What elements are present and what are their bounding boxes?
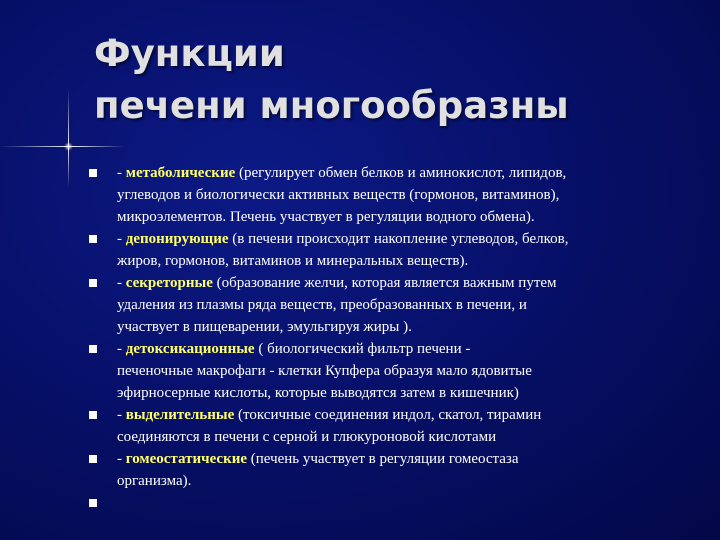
- liver-functions-list: [89, 162, 689, 514]
- function-description: (регулирует обмен белков и аминокислот, липидов,: [235, 165, 567, 181]
- square-bullet-icon: [89, 169, 97, 177]
- square-bullet-icon: [89, 499, 97, 507]
- function-description: микроэлементов. Печень участвует в регуляции водного обмена).: [117, 209, 535, 225]
- square-bullet-icon: [89, 235, 97, 243]
- slide-title-line-1: Функции: [94, 32, 285, 75]
- function-text-line: [117, 162, 689, 184]
- function-text-line: [117, 338, 689, 360]
- item-dash: -: [117, 451, 126, 467]
- function-description: ( биологический фильтр печени -: [254, 341, 471, 357]
- function-text-line: [117, 470, 689, 492]
- function-text-line: [117, 228, 689, 250]
- function-description: (в печени происходит накопление углеводов, белков,: [228, 231, 569, 247]
- decorative-vertical-line: [68, 88, 69, 188]
- function-list-item: [89, 162, 689, 228]
- function-description: организма).: [117, 473, 192, 489]
- function-text-line: [117, 184, 689, 206]
- function-term: детоксикационные: [125, 341, 255, 357]
- square-bullet-icon: [89, 411, 97, 419]
- function-text-line: [117, 206, 689, 228]
- function-list-item: [89, 228, 689, 272]
- item-dash: -: [117, 341, 126, 357]
- function-list-item: [89, 492, 689, 514]
- function-term: гомеостатические: [125, 451, 248, 467]
- decorative-sparkle: [64, 142, 73, 151]
- function-description: печеночные макрофаги - клетки Купфера образуя мало ядовитые: [117, 363, 532, 379]
- function-list-item: [89, 448, 689, 492]
- square-bullet-icon: [89, 455, 97, 463]
- function-text-line: [117, 382, 689, 404]
- function-description: (образование желчи, которая является важным путем: [212, 275, 557, 291]
- function-term: метаболические: [125, 165, 236, 181]
- function-description: жиров, гормонов, витаминов и минеральных веществ).: [117, 253, 469, 269]
- function-list-item: [89, 338, 689, 404]
- function-text-line: [117, 360, 689, 382]
- slide-title-line-2: печени многообразны: [94, 84, 569, 127]
- function-text-line: [117, 294, 689, 316]
- item-dash: -: [117, 407, 126, 423]
- function-text-line: [117, 426, 689, 448]
- function-description: участвует в пищеварении, эмульгируя жиры ).: [117, 319, 412, 335]
- function-term: выделительные: [125, 407, 235, 423]
- function-text-line: [117, 492, 689, 514]
- square-bullet-icon: [89, 279, 97, 287]
- item-dash: -: [117, 165, 126, 181]
- item-dash: -: [117, 275, 126, 291]
- slide-title: [94, 28, 569, 132]
- function-term: депонирующие: [125, 231, 229, 247]
- function-text-line: [117, 448, 689, 470]
- function-description: удаления из плазмы ряда веществ, преобразованных в печени, и: [117, 297, 527, 313]
- function-term: секреторные: [125, 275, 213, 291]
- square-bullet-icon: [89, 345, 97, 353]
- function-description: углеводов и биологически активных веществ (гормонов, витаминов),: [117, 187, 560, 203]
- function-description: соединяются в печени с серной и глюкуроновой кислотами: [117, 429, 497, 445]
- function-list-item: [89, 404, 689, 448]
- function-description: (печень участвует в регуляции гомеостаза: [247, 451, 519, 467]
- function-description: эфирносерные кислоты, которые выводятся затем в кишечник): [117, 385, 519, 401]
- function-text-line: [117, 272, 689, 294]
- function-text-line: [117, 404, 689, 426]
- decorative-horizontal-line: [0, 146, 125, 147]
- item-dash: -: [117, 231, 126, 247]
- function-list-item: [89, 272, 689, 338]
- function-text-line: [117, 250, 689, 272]
- function-text-line: [117, 316, 689, 338]
- function-description: (токсичные соединения индол, скатол, тирамин: [234, 407, 542, 423]
